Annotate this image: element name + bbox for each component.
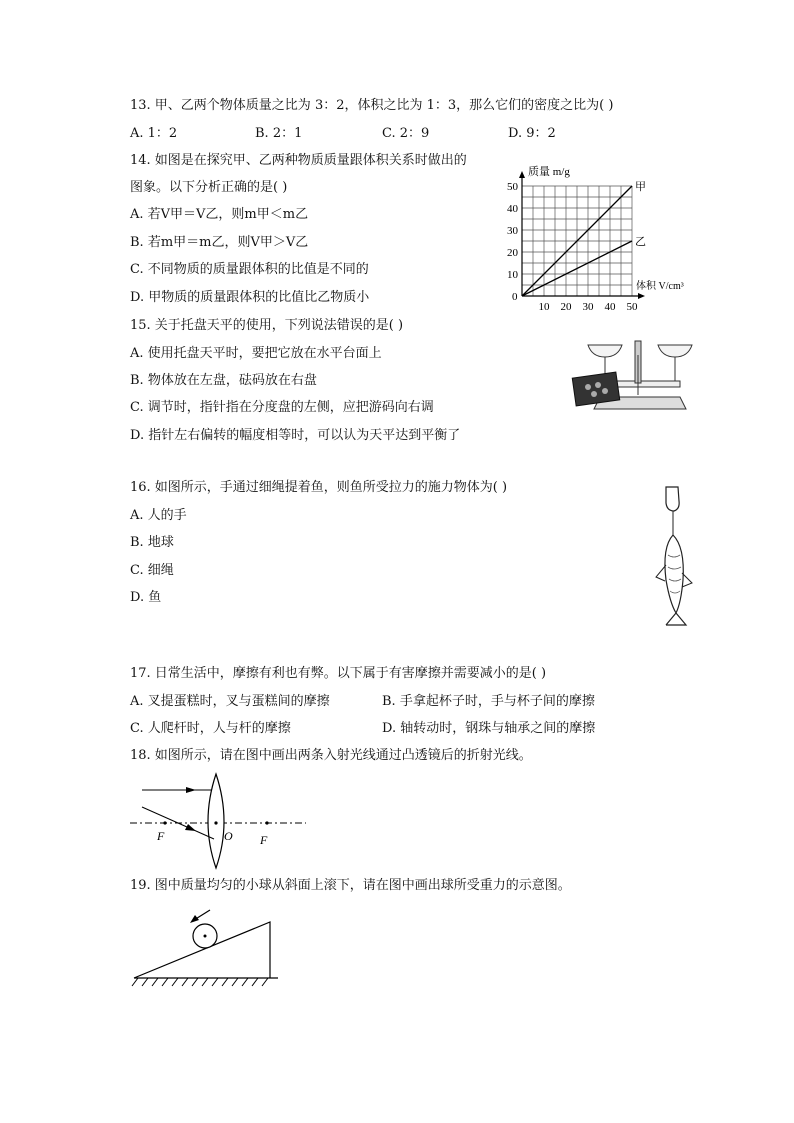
hatch-line — [142, 978, 148, 986]
y-axis-arrow — [519, 171, 525, 178]
chart-xlabel: 体积 V/cm³ — [636, 281, 684, 292]
left-pan — [588, 345, 622, 357]
motion-arrow-head — [190, 915, 199, 923]
mass-volume-chart — [500, 158, 700, 318]
q17-stem: 17. 日常生活中，摩擦有利也有弊。以下属于有害摩擦并需要减小的是( ) — [130, 666, 547, 681]
q14-stem-line2: 图象。以下分析正确的是( ) — [130, 180, 288, 195]
weight-2 — [595, 382, 601, 388]
y-tick-label: 10 — [507, 269, 518, 281]
q17-option-d: D. 轴转动时，钢珠与轴承之间的摩擦 — [382, 721, 596, 736]
series-label: 甲 — [635, 181, 646, 193]
x-tick-label: 30 — [582, 301, 594, 313]
right-pan — [658, 345, 692, 357]
hand — [666, 487, 679, 511]
q15-option-a: A. 使用托盘天平时，要把它放在水平台面上 — [130, 346, 382, 361]
x-tick-label: 40 — [604, 301, 616, 313]
fish-body — [665, 535, 683, 613]
balance-scale-illustration — [570, 325, 695, 425]
y-tick-label: 30 — [507, 225, 518, 237]
q15-option-b: B. 物体放在左盘，砝码放在右盘 — [130, 373, 317, 388]
hatch-line — [152, 978, 158, 986]
label-f-right: F — [260, 833, 268, 847]
q15-option-d: D. 指针左右偏转的幅度相等时，可以认为天平达到平衡了 — [130, 428, 461, 443]
q13-option-a: A. 1：2 — [130, 126, 178, 141]
q15-option-c: C. 调节时，指针指在分度盘的左侧，应把游码向右调 — [130, 400, 434, 415]
q16-option-a: A. 人的手 — [130, 508, 187, 523]
fish-fin-left — [656, 565, 666, 581]
q14-stem-line1: 14. 如图是在探究甲、乙两种物质质量跟体积关系时做出的 — [130, 153, 467, 168]
hatch-line — [222, 978, 228, 986]
hatch-line — [202, 978, 208, 986]
ground-hatch — [132, 978, 268, 986]
series-label: 乙 — [635, 236, 646, 248]
weight-1 — [585, 384, 591, 390]
q14-option-b: B. 若m甲＝m乙，则V甲＞V乙 — [130, 235, 309, 250]
x-tick-label: 10 — [538, 301, 550, 313]
fish-tail — [666, 613, 686, 625]
q16-option-b: B. 地球 — [130, 535, 174, 550]
y-tick-label: 50 — [507, 181, 518, 193]
hatch-line — [232, 978, 238, 986]
chart-series — [522, 180, 646, 296]
label-o: O — [224, 829, 233, 843]
convex-lens-diagram — [128, 772, 308, 872]
q15-stem: 15. 关于托盘天平的使用，下列说法错误的是( ) — [130, 318, 404, 333]
q17-option-a: A. 叉提蛋糕时，叉与蛋糕间的摩擦 — [130, 694, 330, 709]
q14-option-c: C. 不同物质的质量跟体积的比值是不同的 — [130, 262, 369, 277]
q16-option-c: C. 细绳 — [130, 563, 174, 578]
hand-holding-fish-illustration — [648, 485, 698, 630]
q13-option-c: C. 2：9 — [382, 126, 430, 141]
focus-point-right — [265, 821, 268, 824]
q14-option-a: A. 若V甲＝V乙，则m甲＜m乙 — [130, 207, 309, 222]
q16-stem: 16. 如图所示，手通过细绳提着鱼，则鱼所受拉力的施力物体为( ) — [130, 480, 508, 495]
q17-option-b: B. 手拿起杯子时，手与杯子间的摩擦 — [382, 694, 595, 709]
inclined-plane-diagram — [128, 898, 288, 998]
incident-ray-through-focus — [142, 807, 214, 839]
hatch-line — [242, 978, 248, 986]
ray-arrow-1 — [186, 787, 196, 793]
weight-4 — [602, 388, 608, 394]
focus-point-left — [163, 821, 166, 824]
label-f-left: F — [157, 829, 165, 843]
y-tick-label: 20 — [507, 247, 518, 259]
q18-stem: 18. 如图所示，请在图中画出两条入射光线通过凸透镜后的折射光线。 — [130, 748, 532, 763]
hatch-line — [162, 978, 168, 986]
q17-option-c: C. 人爬杆时，人与杆的摩擦 — [130, 721, 291, 736]
chart-origin-label: 0 — [512, 291, 518, 303]
hatch-line — [192, 978, 198, 986]
x-axis-arrow — [638, 293, 645, 299]
convex-lens — [208, 774, 224, 868]
hatch-line — [182, 978, 188, 986]
q14-option-d: D. 甲物质的质量跟体积的比值比乙物质小 — [130, 290, 370, 305]
q13-option-d: D. 9：2 — [508, 126, 556, 141]
ray-arrow-2 — [185, 824, 196, 831]
weight-3 — [591, 391, 597, 397]
hatch-line — [252, 978, 258, 986]
y-tick-label: 40 — [507, 203, 518, 215]
q16-option-d: D. 鱼 — [130, 590, 162, 605]
q19-stem: 19. 图中质量均匀的小球从斜面上滚下，请在图中画出球所受重力的示意图。 — [130, 878, 571, 893]
weight-box — [572, 372, 619, 406]
ball-center — [204, 935, 207, 938]
chart-ylabel: 质量 m/g — [528, 166, 570, 178]
q13-stem: 13. 甲、乙两个物体质量之比为 3：2，体积之比为 1：3，那么它们的密度之比为( ) — [130, 98, 614, 113]
optical-center — [214, 821, 217, 824]
hatch-line — [132, 978, 138, 986]
q13-option-b: B. 2：1 — [255, 126, 303, 141]
x-tick-label: 20 — [560, 301, 572, 313]
hatch-line — [172, 978, 178, 986]
hatch-line — [262, 978, 268, 986]
x-tick-label: 50 — [626, 301, 638, 313]
hatch-line — [212, 978, 218, 986]
